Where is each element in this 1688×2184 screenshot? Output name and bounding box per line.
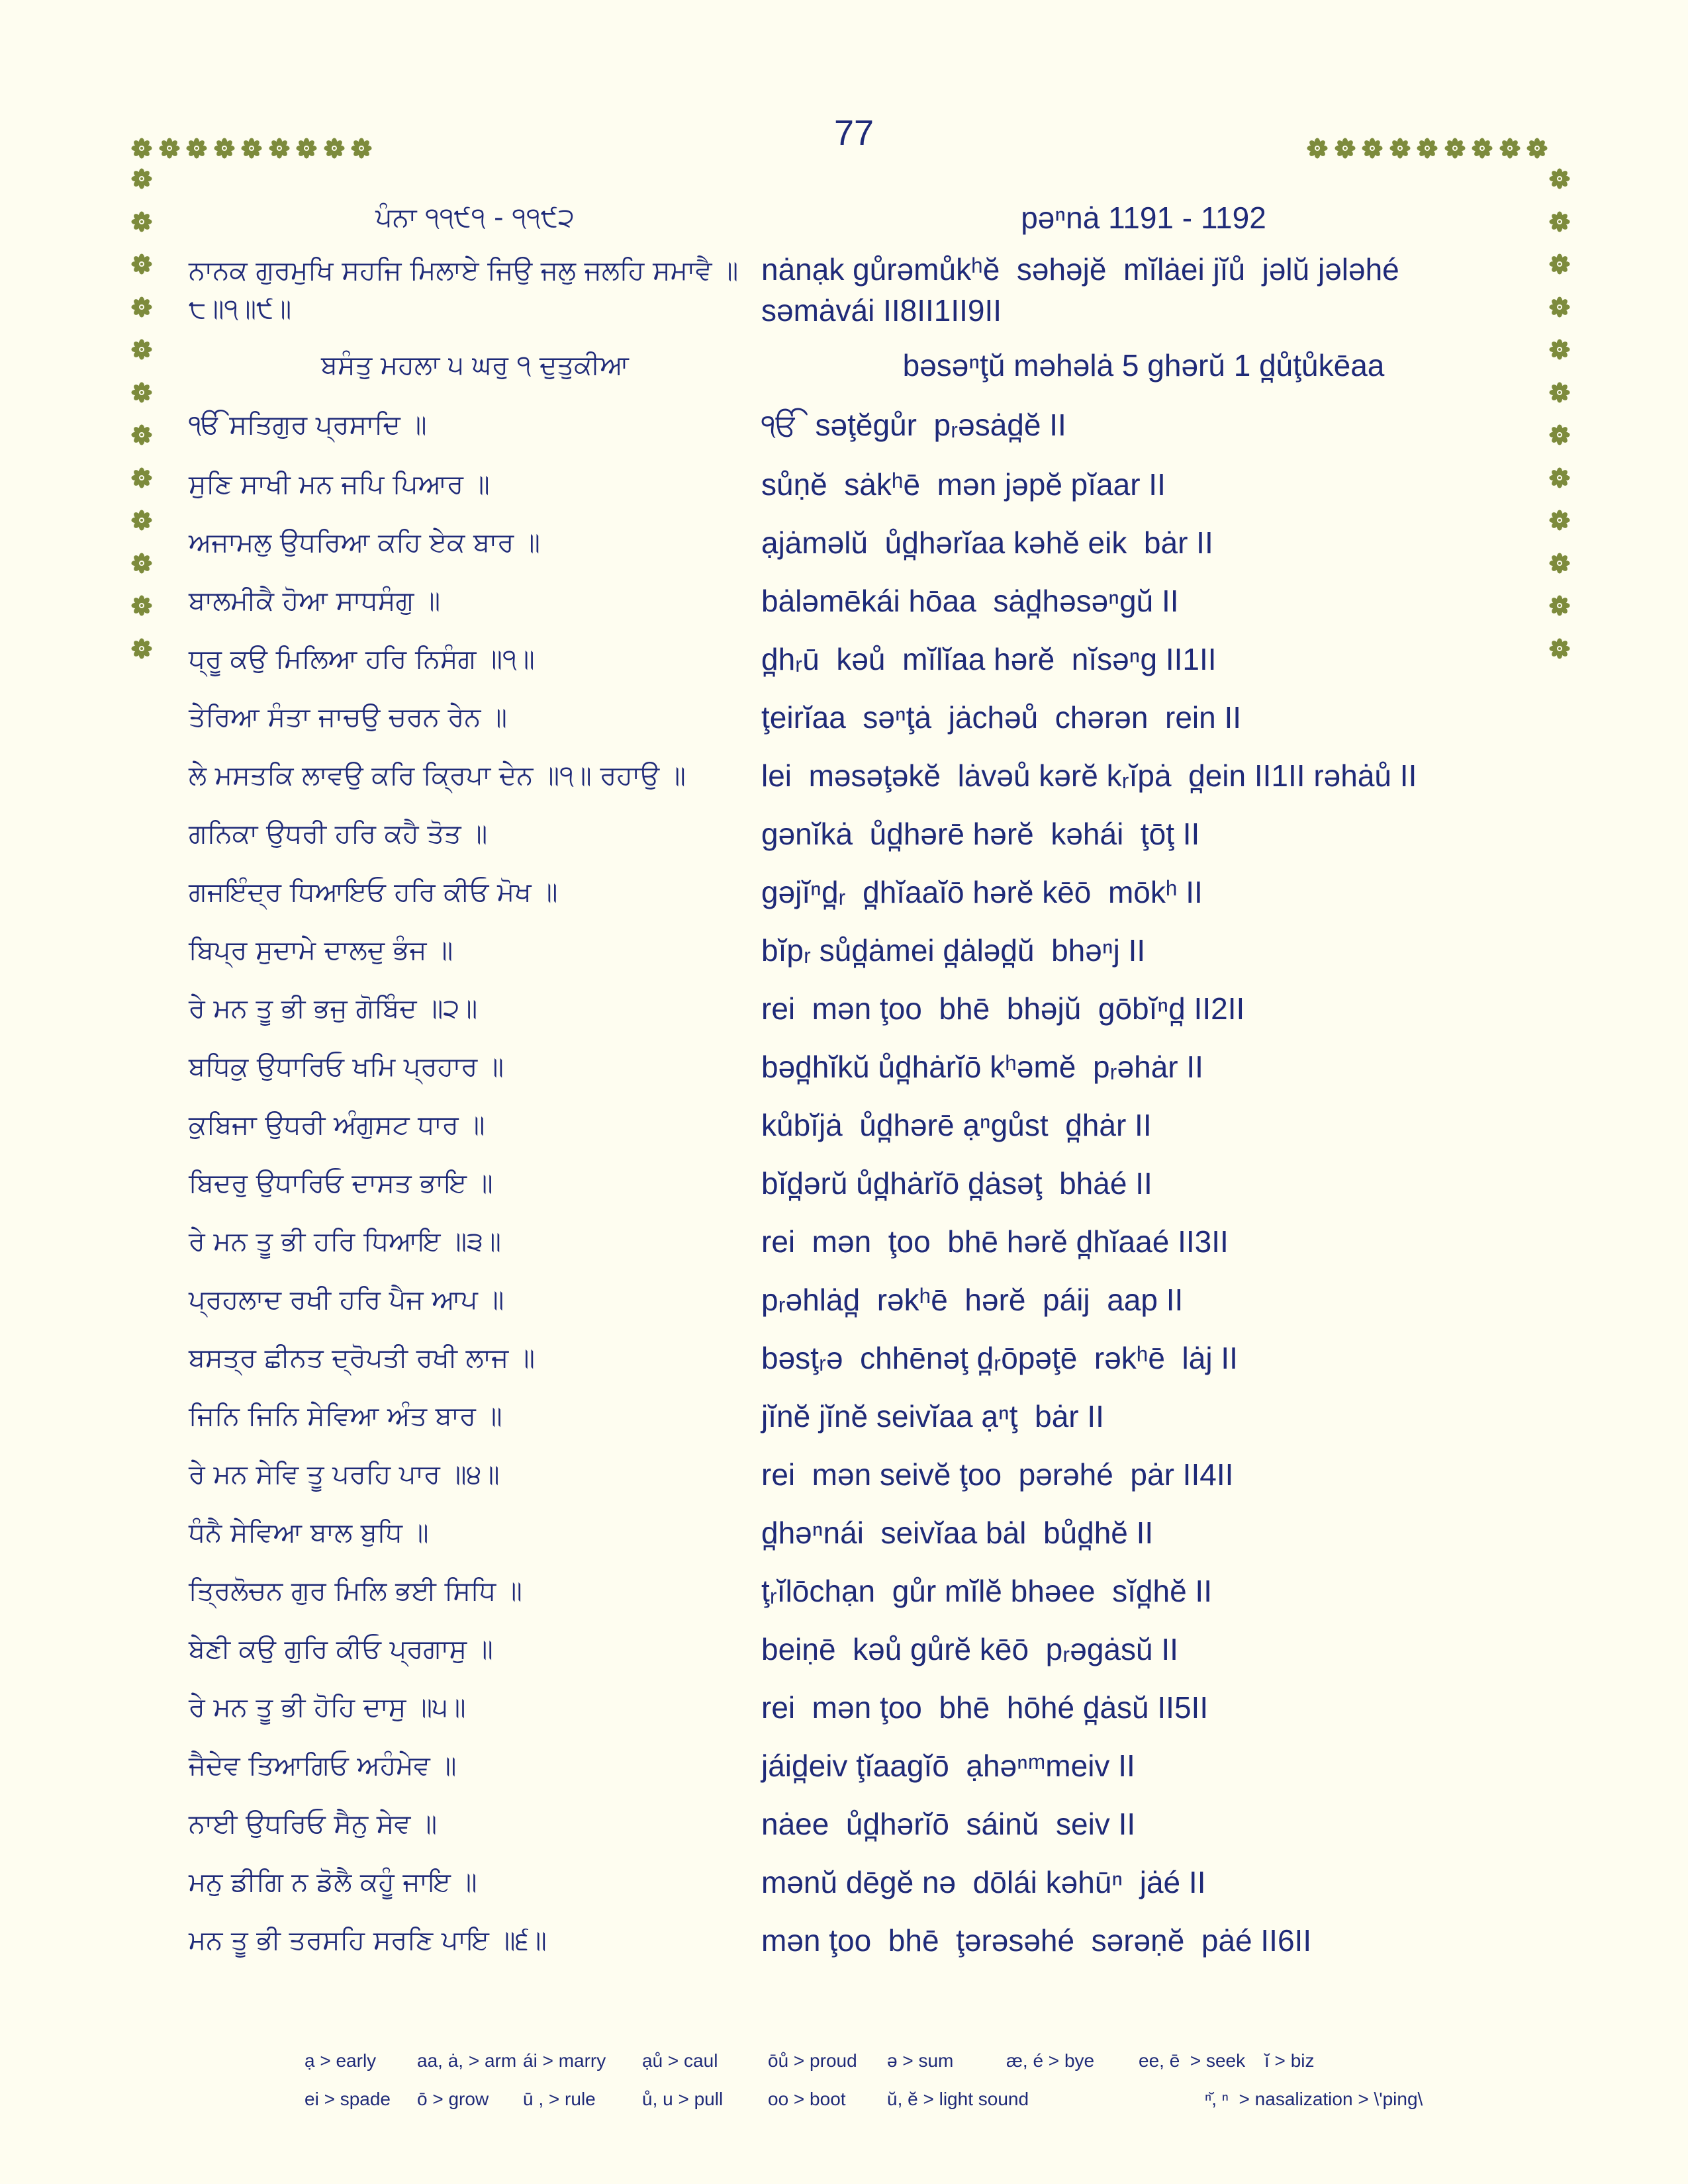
- gurmukhi-text: ਗਨਿਕਾ ਉਧਰੀ ਹਰਿ ਕਹੈ ਤੋਤ ॥: [189, 819, 488, 849]
- flower-icon: [131, 553, 152, 574]
- transliteration-text: sůṇĕ sȧkʰē mən jəpĕ pĭaar II: [761, 467, 1166, 502]
- verse-row: [189, 863, 1526, 921]
- gurmukhi-text: ਅਜਾਮਲੁ ਉਧਰਿਆ ਕਹਿ ਏਕ ਬਾਰ ॥: [189, 527, 540, 558]
- transliteration-text: mən ţoo bhē ţərəsəhé sərəṇĕ pȧé II6II: [761, 1923, 1312, 1958]
- transliteration-text: bəsţᵣə chhēnəţ d̪ᵣōpəţē rəkʰē lȧj II: [761, 1341, 1238, 1375]
- verse-row: [189, 1212, 1526, 1271]
- transliteration-text: mənŭ dēgĕ nə dōlái kəhūⁿ jȧé II: [761, 1865, 1206, 1899]
- legend-item: ee, ē > seek: [1139, 2050, 1246, 2071]
- heading-row: [189, 192, 1526, 244]
- flower-icon: [186, 138, 207, 159]
- flower-icon: [1444, 138, 1466, 159]
- transliteration-text: bȧləmēkái hōaa sȧd̪həsəⁿgŭ II: [761, 584, 1179, 618]
- verse-row: [189, 1620, 1526, 1678]
- transliteration-text: rei mən seivĕ ţoo pərəhé pȧr II4II: [761, 1457, 1234, 1492]
- flower-icon: [131, 296, 152, 318]
- transliteration-text: nȧee ůd̪hərĭō sáinŭ seiv II: [761, 1807, 1136, 1841]
- gurmukhi-text: ਬਸਤ੍ਰ ਛੀਨਤ ਦ੍ਰੋਪਤੀ ਰਖੀ ਲਾਜ ॥: [189, 1343, 535, 1373]
- gurmukhi-text: ਮਨ ਤੂ ਭੀ ਤਰਸਹਿ ਸਰਣਿ ਪਾਇ ॥੬॥: [189, 1925, 547, 1956]
- flower-icon: [131, 467, 152, 488]
- verse-row: [189, 394, 1526, 455]
- gurmukhi-text: ਨਾਈ ਉਧਰਿਓ ਸੈਨੁ ਸੇਵ ॥: [189, 1809, 438, 1839]
- gurmukhi-text: ਤੇਰਿਆ ਸੰਤਾ ਜਾਚਉ ਚਰਨ ਰੇਨ ॥: [189, 702, 508, 733]
- transliteration-text: bəd̪hĭkŭ ůd̪hȧrĭō kʰəmĕ pᵣəhȧr II: [761, 1050, 1203, 1084]
- verse-row: [189, 630, 1526, 688]
- flower-icon: [131, 339, 152, 360]
- flower-icon: [269, 138, 290, 159]
- verse-row: [189, 979, 1526, 1038]
- flower-icon: [1549, 382, 1570, 403]
- transliteration-text: rei mən ţoo bhē hərĕ d̪hĭaaé II3II: [761, 1224, 1229, 1259]
- transliteration-text: jáid̪eiv ţĭaagĭō ạhəⁿᵐmeiv II: [761, 1749, 1135, 1783]
- flower-icon: [351, 138, 372, 159]
- flower-icon: [296, 138, 317, 159]
- transliteration-text: nȧnạk gůrəmůkʰĕ səhəjĕ mĭlȧei jĭů jəlŭ jələhé səmȧvái II8II1II9II: [761, 252, 1399, 328]
- transliteration-text: jĭnĕ jĭnĕ seivĭaa ạⁿţ bȧr II: [761, 1399, 1104, 1433]
- gurmukhi-text: ਧ੍ਰੂ ਕਉ ਮਿਲਿਆ ਹਰਿ ਨਿਸੰਗ ॥੧॥: [189, 644, 535, 674]
- transliteration-text: ţeirĭaa səⁿţȧ jȧchəů chərən rein II: [761, 700, 1242, 735]
- gurmukhi-text: ਤ੍ਰਿਲੋਚਨ ਗੁਰ ਮਿਲਿ ਭਈ ਸਿਧਿ ॥: [189, 1576, 522, 1606]
- flower-icon: [131, 253, 152, 275]
- flower-icon: [1335, 138, 1356, 159]
- transliteration-text: ạjȧməlŭ ůd̪hərĭaa kəhĕ eik bȧr II: [761, 525, 1213, 560]
- flower-icon: [131, 138, 152, 159]
- flower-icon: [1417, 138, 1438, 159]
- gurmukhi-text: ਲੇ ਮਸਤਕਿ ਲਾਵਉ ਕਰਿ ਕ੍ਰਿਪਾ ਦੇਨ ॥੧॥ ਰਹਾਉ ॥: [189, 760, 686, 791]
- verse-row: [189, 747, 1526, 805]
- flower-icon: [1549, 553, 1570, 574]
- verse-row: [189, 455, 1526, 514]
- gurmukhi-text: ਰੇ ਮਨ ਸੇਵਿ ਤੂ ਪਰਹਿ ਪਾਰ ॥੪॥: [189, 1459, 500, 1490]
- transliteration-text: beiṇē kəů gůrĕ kēō pᵣəgȧsŭ II: [761, 1632, 1178, 1666]
- legend-item: ə > sum: [887, 2050, 954, 2071]
- verse-row: [189, 1678, 1526, 1737]
- transliteration-text: bəsəⁿţŭ məhəlȧ 5 ghərŭ 1 d̪ůţůkēaa: [902, 348, 1385, 383]
- gurmukhi-text: ਬਧਿਕੁ ਉਧਾਰਿਓ ਖਮਿ ਪ੍ਰਹਾਰ ॥: [189, 1052, 504, 1082]
- flower-icon: [241, 138, 262, 159]
- gurmukhi-text: ਗਜਇੰਦ੍ਰ ਧਿਆਇਓ ਹਰਿ ਕੀਓ ਮੋਖ ॥: [189, 877, 558, 907]
- flower-icon: [159, 138, 180, 159]
- verse-row: [189, 514, 1526, 572]
- verse-row: [189, 1504, 1526, 1562]
- flower-icon: [1549, 253, 1570, 275]
- gurmukhi-text: ਬਸੰਤੁ ਮਹਲਾ ੫ ਘਰੁ ੧ ਦੁਤੁਕੀਆ: [321, 350, 629, 381]
- flower-icon: [1549, 211, 1570, 232]
- verse-row: [189, 805, 1526, 863]
- transliteration-text: pəⁿnȧ 1191 - 1192: [1021, 201, 1266, 235]
- verse-row: [189, 572, 1526, 630]
- transliteration-text: d̪həⁿnái seivĭaa bȧl bůd̪hĕ II: [761, 1516, 1154, 1550]
- flower-icon: [1389, 138, 1411, 159]
- verse-columns: [189, 192, 1526, 1970]
- legend-item: ŭ, ĕ > light sound: [887, 2089, 1029, 2109]
- page-number: 77: [833, 113, 874, 153]
- transliteration-text: ੴ səţĕgůr pᵣəsȧd̪ĕ II: [761, 408, 1066, 442]
- gurmukhi-text: ਪੰਨਾ ੧੧੯੧ - ੧੧੯੨: [375, 203, 575, 233]
- verse-row: [189, 921, 1526, 979]
- legend-item: ĭ > biz: [1264, 2050, 1315, 2071]
- verse-row: [189, 1737, 1526, 1795]
- transliteration-text: bĭpᵣ sůd̪ȧmei d̪ȧləd̪ŭ bhəⁿj II: [761, 933, 1146, 968]
- flower-icon: [1549, 168, 1570, 189]
- legend-item: ạ > early: [305, 2050, 377, 2071]
- verse-row: [189, 1038, 1526, 1096]
- verse-row: [189, 1853, 1526, 1911]
- transliteration-text: kůbĭjȧ ůd̪hərē ạⁿgůst d̪hȧr II: [761, 1108, 1152, 1142]
- gurmukhi-text: ਬਿਦਰੁ ਉਧਾਰਿਓ ਦਾਸਤ ਭਾਇ ॥: [189, 1168, 493, 1199]
- legend-item: ōů > proud: [768, 2050, 857, 2071]
- gurmukhi-text: ਬਿਪ੍ਰ ਸੁਦਾਮੇ ਦਾਲਦੁ ਭੰਜ ॥: [189, 935, 453, 966]
- flower-icon: [1549, 467, 1570, 488]
- legend-item: ō > grow: [417, 2089, 489, 2109]
- flower-icon: [131, 382, 152, 403]
- pronunciation-legend: [305, 2042, 1496, 2118]
- transliteration-text: rei mən ţoo bhē hōhé d̪ȧsŭ II5II: [761, 1690, 1209, 1725]
- flower-icon: [1499, 138, 1521, 159]
- gurmukhi-text: ਰੇ ਮਨ ਤੂ ਭੀ ਹੋਹਿ ਦਾਸੁ ॥੫॥: [189, 1692, 466, 1723]
- legend-item: oo > boot: [768, 2089, 846, 2109]
- gurmukhi-text: ਜਿਨਿ ਜਿਨਿ ਸੇਵਿਆ ਅੰਤ ਬਾਰ ॥: [189, 1401, 502, 1432]
- verse-row: [189, 1096, 1526, 1154]
- legend-item: ů, u > pull: [642, 2089, 724, 2109]
- flower-icon: [1526, 138, 1548, 159]
- verse-row: [189, 688, 1526, 747]
- flower-icon: [131, 510, 152, 531]
- verse-row: [189, 1387, 1526, 1445]
- flower-icon: [131, 211, 152, 232]
- gurmukhi-text: ਰੇ ਮਨ ਤੂ ਭੀ ਹਰਿ ਧਿਆਇ ॥੩॥: [189, 1226, 501, 1257]
- verse-row: [189, 1445, 1526, 1504]
- transliteration-text: pᵣəhlȧd̪ rəkʰē hərĕ páij aap II: [761, 1283, 1184, 1317]
- gurmukhi-text: ਧੰਨੈ ਸੇਵਿਆ ਬਾਲ ਬੁਧਿ ॥: [189, 1518, 429, 1548]
- legend-item: ū , > rule: [523, 2089, 596, 2109]
- legend-row: [305, 2042, 1496, 2080]
- transliteration-text: lei məsəţəkĕ lȧvəů kərĕ kᵣĭpȧ d̪ein II1II rəhȧů II: [761, 758, 1417, 793]
- flower-icon: [214, 138, 235, 159]
- flower-icon: [1549, 595, 1570, 616]
- flower-icon: [324, 138, 345, 159]
- legend-item: ⁿ̆, ⁿ > nasalization > \'ping\: [1205, 2089, 1423, 2109]
- flower-icon: [1307, 138, 1328, 159]
- flower-icon: [1549, 339, 1570, 360]
- flower-icon: [131, 595, 152, 616]
- gurmukhi-text: ਸੁਣਿ ਸਾਖੀ ਮਨ ਜਪਿ ਪਿਆਰ ॥: [189, 469, 490, 500]
- flower-icon: [1549, 424, 1570, 445]
- transliteration-text: bĭd̪ərŭ ůd̪hȧrĭō d̪ȧsəţ bhȧé II: [761, 1166, 1152, 1201]
- legend-item: ái > marry: [523, 2050, 606, 2071]
- verse-row: [189, 244, 1526, 336]
- transliteration-text: gənĭkȧ ůd̪hərē hərĕ kəhái ţōţ II: [761, 817, 1200, 851]
- flower-icon: [1549, 510, 1570, 531]
- gurmukhi-text: ਮਨੁ ਡੀਗਿ ਨ ਡੋਲੈ ਕਹੂੰ ਜਾਇ ॥: [189, 1867, 477, 1897]
- flower-icon: [1549, 296, 1570, 318]
- transliteration-text: gəjĭⁿd̪ᵣ d̪hĭaaĭō hərĕ kēō mōkʰ II: [761, 875, 1203, 909]
- verse-row: [189, 1154, 1526, 1212]
- flower-icon: [131, 638, 152, 659]
- legend-item: æ, é > bye: [1006, 2050, 1095, 2071]
- flower-icon: [131, 168, 152, 189]
- legend-item: ạů > caul: [642, 2050, 718, 2071]
- heading-row: [189, 336, 1526, 394]
- gurmukhi-text: ਬੇਣੀ ਕਉ ਗੁਰਿ ਕੀਓ ਪ੍ਰਗਾਸੁ ॥: [189, 1634, 493, 1664]
- gurmukhi-text: ਪ੍ਰਹਲਾਦ ਰਖੀ ਹਰਿ ਪੈਜ ਆਪ ॥: [189, 1285, 504, 1315]
- flower-icon: [131, 424, 152, 445]
- verse-row: [189, 1911, 1526, 1970]
- flower-icon: [1472, 138, 1493, 159]
- verse-row: [189, 1562, 1526, 1620]
- legend-item: aa, ȧ, > arm: [417, 2050, 517, 2071]
- gurmukhi-text: ਰੇ ਮਨ ਤੂ ਭੀ ਭਜੁ ਗੋਬਿੰਦ ॥੨॥: [189, 993, 478, 1024]
- gurmukhi-text: ਕੁਬਿਜਾ ਉਧਰੀ ਅੰਗੁਸਟ ਧਾਰ ॥: [189, 1110, 485, 1140]
- transliteration-text: d̪hᵣū kəů mĭlĭaa hərĕ nĭsəⁿg II1II: [761, 642, 1217, 676]
- gurmukhi-text: ਜੈਦੇਵ ਤਿਆਗਿਓ ਅਹੰਮੇਵ ॥: [189, 1751, 457, 1781]
- verse-row: [189, 1795, 1526, 1853]
- transliteration-text: ţᵣĭlōchạn gůr mĭlĕ bhəee sĭd̪hĕ II: [761, 1574, 1212, 1608]
- legend-item: ei > spade: [305, 2089, 391, 2109]
- gurmukhi-text: ੴ ਸਤਿਗੁਰ ਪ੍ਰਸਾਦਿ ॥: [189, 410, 427, 440]
- flower-icon: [1362, 138, 1383, 159]
- transliteration-text: rei mən ţoo bhē bhəjŭ gōbĭⁿd̪ II2II: [761, 991, 1245, 1026]
- verse-row: [189, 1271, 1526, 1329]
- verse-row: [189, 1329, 1526, 1387]
- legend-row: [305, 2080, 1496, 2118]
- gurmukhi-text: ਬਾਲਮੀਕੈ ਹੋਆ ਸਾਧਸੰਗੁ ॥: [189, 586, 441, 616]
- gurmukhi-text: ਨਾਨਕ ਗੁਰਮੁਖਿ ਸਹਜਿ ਮਿਲਾਏ ਜਿਉ ਜਲੁ ਜਲਹਿ ਸਮਾਵੈ ॥੮॥੧॥੯॥: [189, 255, 739, 324]
- flower-icon: [1549, 638, 1570, 659]
